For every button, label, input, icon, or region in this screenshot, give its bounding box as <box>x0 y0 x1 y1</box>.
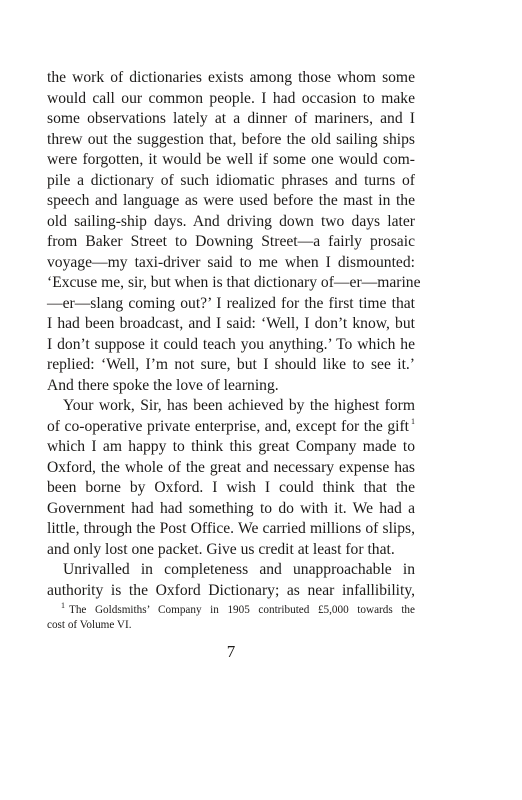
text-line: been borne by Oxford. I wish I could think that the <box>47 479 415 496</box>
page-body <box>47 68 421 601</box>
footnote-line <box>47 603 415 618</box>
text-line: were forgotten, it would be well if some one would com- <box>47 151 415 168</box>
footnote-reference: 1 <box>411 417 415 427</box>
text-line: I had been broadcast, and I said: ‘Well, I don’t know, but <box>47 315 415 332</box>
text-line: pile a dictionary of such idiomatic phrases and turns of <box>47 171 415 189</box>
page-number: 7 <box>226 642 236 661</box>
text-line: voyage—my taxi-driver said to me when I dismounted: <box>47 253 415 271</box>
text-line: from Baker Street to Downing Street—a fairly prosaic <box>47 233 415 250</box>
text-line: little, through the Post Office. We carried millions of slips, <box>47 520 415 537</box>
text-line: Government had had something to do with it. We had a <box>47 499 415 517</box>
text-line: replied: ‘Well, I’m not sure, but I should like to see it.’ <box>47 356 415 373</box>
text-line: Your work, Sir, has been achieved by the highest form <box>63 397 415 414</box>
text-line: ‘Excuse me, sir, but when is that dictionary of—er—marine <box>47 274 421 291</box>
text-line: —er—slang coming out?’ I realized for the first time that <box>47 294 415 312</box>
text-line: authority is the Oxford Dictionary; as near infallibility, <box>47 581 415 599</box>
text-line: which I am happy to think this great Company made to <box>47 438 415 455</box>
text-line: old sailing-ship days. And driving down two days later <box>47 212 415 230</box>
text-line: Unrivalled in completeness and unapproachable in <box>63 561 415 578</box>
footnote-marker: 1 <box>61 601 65 611</box>
text-line: threw out the suggestion that, before the old sailing ships <box>47 130 415 148</box>
text-line: and only lost one packet. Give us credit at least for that. <box>47 540 395 558</box>
footnote <box>47 603 415 633</box>
text-line: the work of dictionaries exists among those whom some <box>47 69 415 86</box>
text-line: speech and language as were used before the mast in the <box>47 192 415 209</box>
text-line-content: of co-operative private enterprise, and, except for the gift <box>47 417 409 435</box>
text-line: And there spoke the love of learning. <box>47 376 279 394</box>
text-line: Oxford, the whole of the great and necessary expense has <box>47 458 415 476</box>
text-line: I don’t suppose it could teach you anything.’ To which he <box>47 335 415 353</box>
text-line: would call our common people. I had occasion to make <box>47 89 415 107</box>
footnote-line: cost of Volume VI. <box>47 619 132 631</box>
footnote-text: The Goldsmiths’ Company in 1905 contributed £5,000 towards the <box>69 604 415 616</box>
text-line-with-footnote-ref <box>47 417 415 438</box>
text-line: some observations lately at a dinner of mariners, and I <box>47 110 415 127</box>
